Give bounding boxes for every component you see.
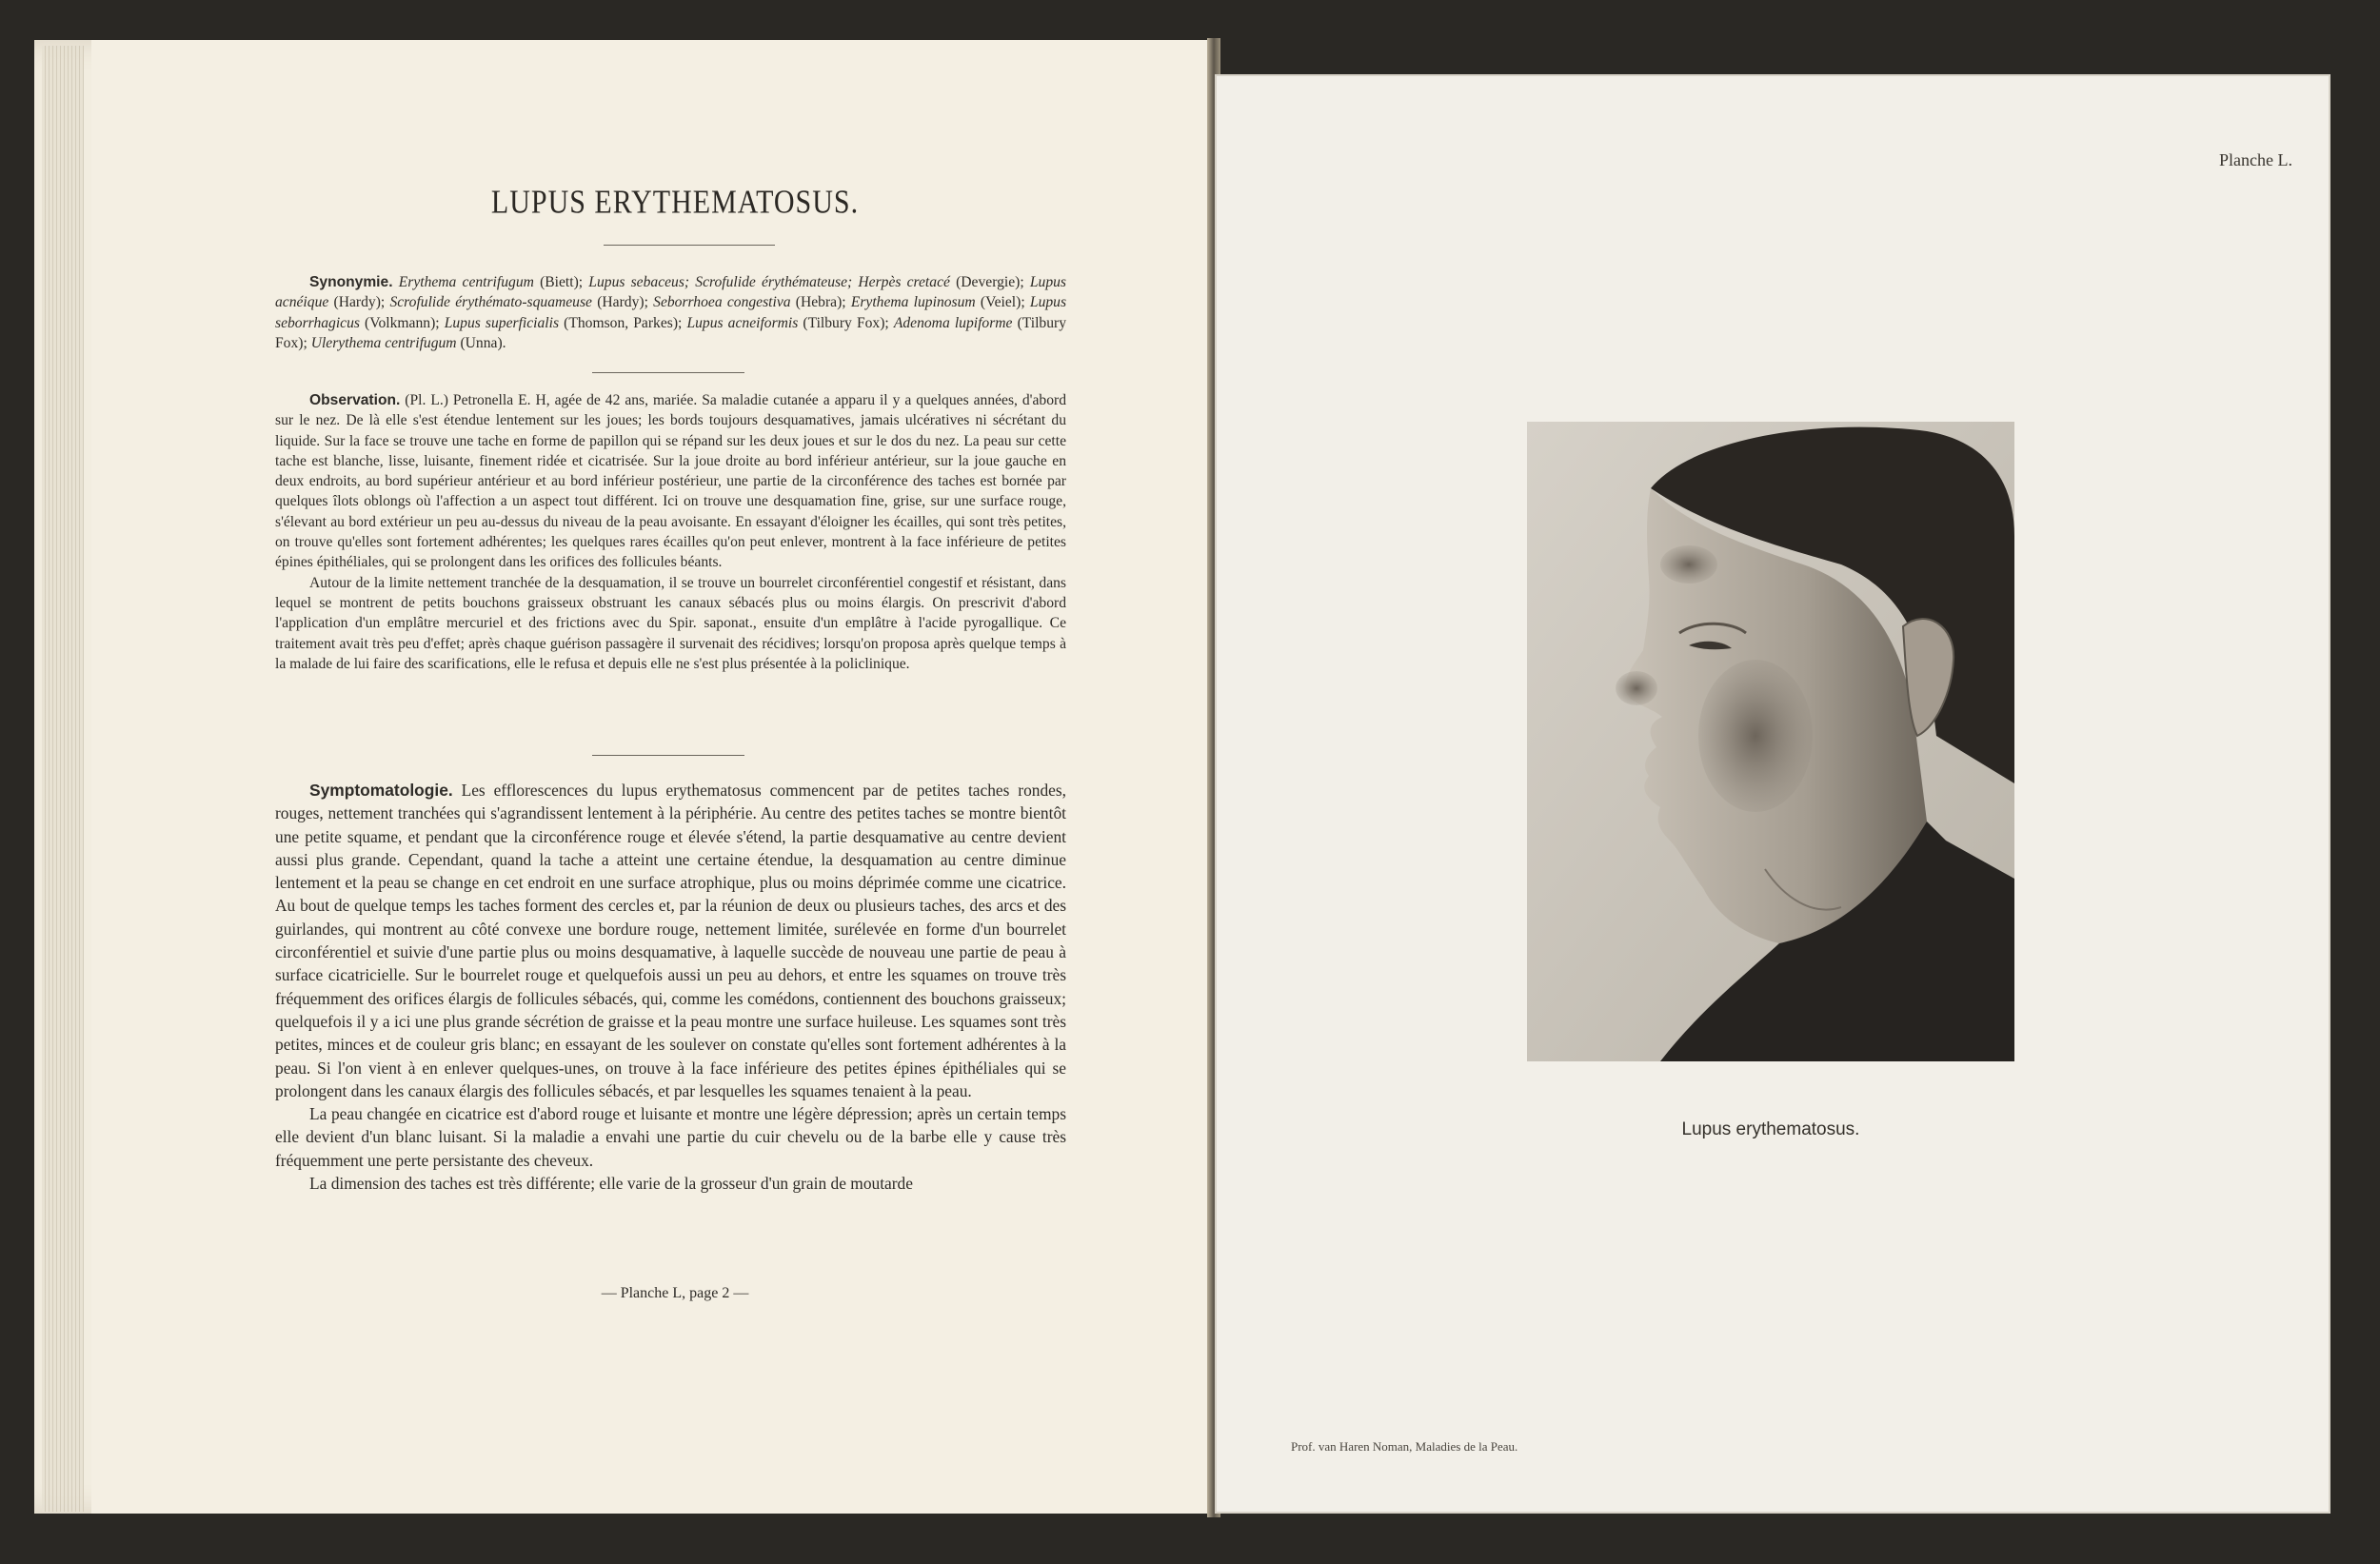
observation-text-1: (Pl. L.) Petronella E. H, agée de 42 ans, mariée. Sa maladie cutanée a apparu il y a quelques années, d'abord sur le nez. De là elle s'est étendue lentement sur les joues; les bords toujours desquamatives, jamais ulcératives ni sécrétant du liquide. Sur la face se trouve une tache en forme de papillon qui se répand sur les deux joues et sur le dos du nez. La peau sur cette tache est blanche, lisse, luisante, finement ridée et cicatrisée. Sur la joue droite au bord inférieur antérieur, sur la joue gauche en deux endroits, au bord supérieur antérieur et au bord inférieur postérieur, une partie de la circonférence des taches est bornée par quelques îlots oblongs où l'affection a un aspect tout différent. Ici on trouve une desquamation fine, grise, sur une surface rouge, s'élevant au bord extérieur un peu au-dessus du niveau de la peau avoisante. En essayant d'éloigner les écailles, qui sont très petites, on trouve qu'elles sont fortement adhérentes; les quelques rares écailles qu'on peut enlever, montrent à la face inférieure de petites épines épithéliales, qui se prolongent dans les orifices des follicules béants.: [275, 392, 1066, 571]
synonymie-paragraph: [275, 272, 1066, 353]
synonymie-segment: (Tilbury Fox);: [275, 314, 1067, 351]
observation-heading: Observation.: [309, 392, 401, 408]
observation-section: [275, 390, 1066, 674]
patient-photograph: [1527, 422, 2014, 1061]
synonymie-segment: (Biett);: [533, 274, 589, 290]
synonymie-section: [275, 272, 1066, 353]
synonymie-segment: Lupus superficialis: [444, 314, 560, 331]
symptomatologie-heading: Symptomatologie.: [309, 781, 453, 800]
synonymie-segment: Ulerythema centrifugum: [310, 334, 457, 351]
page-edges: [42, 46, 84, 1512]
plate-label: Planche L.: [2219, 150, 2292, 169]
observation-paragraph-1: [275, 390, 1066, 573]
synonymie-segment: Lupus acnéique: [275, 274, 1066, 311]
synonymie-segment: (Hardy);: [591, 294, 654, 311]
synonymie-segment: Adenoma lupiforme: [893, 314, 1013, 331]
synonymie-segment: (Unna).: [456, 334, 506, 351]
synonymie-segment: Seborrhoea congestiva: [653, 294, 791, 311]
synonymie-segment: (Veiel);: [975, 294, 1030, 311]
symptomatologie-paragraph-1: [275, 779, 1066, 1102]
synonymie-segment: (Tilbury Fox);: [798, 314, 894, 331]
synonymie-segment: (Devergie);: [949, 274, 1030, 290]
synonymie-body: [275, 274, 1066, 351]
symptomatologie-section: [275, 779, 1066, 1195]
portrait-image: [1527, 422, 2014, 1061]
plate-caption: Lupus erythematosus.: [1681, 1119, 1860, 1139]
synonymie-segment: (Hebra);: [790, 294, 851, 311]
page-footer: — Planche L, page 2 —: [601, 1285, 749, 1301]
observation-paragraph-2: Autour de la limite nettement tranchée de la desquamation, il se trouve un bourrelet circonférentiel congestif et résistant, dans lequel se montrent de petits bouchons graisseux obstruant les canaux sébacés plus ou moins élargis. On prescrivit d'abord l'application d'un emplâtre mercuriel et des frictions avec du Spir. saponat., ensuite d'un emplâtre à l'acide pyrogallique. Ce traitement avait très peu d'effet; après chaque guérison passagère il survenait des récidives; lorsqu'on proposa après quelque temps à la malade de lui faire des scarifications, elle le refusa et depuis elle ne s'est plus présentée à la policlinique.: [275, 574, 1066, 672]
plate-credit: Prof. van Haren Noman, Maladies de la Peau.: [1291, 1439, 1518, 1454]
title-rule: [604, 245, 775, 246]
symptomatologie-text-1: Les efflorescences du lupus erythematosus commencent par de petites taches rondes, rouges, nettement tranchées qui s'agrandissent lentement à la périphérie. Au centre des petites taches se montre bientôt une petite squame, et pendant que la circonférence rouge et élevée s'étend, la partie desquamative au centre devient aussi plus grande. Cependant, quand la tache a atteint une certaine étendue, la desquamation au centre diminue lentement et la peau se change en cet endroit en une surface atrophique, plus ou moins déprimée comme une cicatrice. Au bout de quelque temps les taches forment des cercles et, par la réunion de deux ou plusieurs taches, des arcs et des guirlandes, qui montrent au côté convexe une bordure rouge, nettement limitée, surélevée en forme d'un bourrelet circonférentiel et suivie d'une partie plus ou moins desquamative, à laquelle succède de nouveau une partie de peau à surface cicatricielle. Sur le bourrelet rouge et quelquefois aussi un peu au dehors, et entre les squames on trouve très fréquemment des orifices élargis de follicules sébacés, qui, comme les comédons, contiennent des bouchons graisseux; quelquefois il y a ici une plus grande sécrétion de graisse et la peau montre une surface huileuse. Les squames sont très petites, minces et de couleur gris blanc; en essayant de les soulever on constate qu'elles sont fortement adhérentes à la peau. Si l'on vient à en enlever quelques-unes, on trouve à la face inférieure des petites épines épithéliales qui se prolongent dans les canaux élargis des follicules sébacés, et par lesquelles les squames tenaient à la peau.: [275, 781, 1066, 1100]
synonymie-segment: (Thomson, Parkes);: [559, 314, 687, 331]
symptomatologie-paragraph-3: La dimension des taches est très différente; elle varie de la grosseur d'un grain de moutarde: [309, 1174, 913, 1194]
synonymie-segment: (Volkmann);: [359, 314, 445, 331]
symptomatologie-paragraph-2: La peau changée en cicatrice est d'abord rouge et luisante et montre une légère dépression; après un certain temps elle devient d'un blanc luisant. Si la maladie a envahi une partie du cuir chevelu ou de la barbe elle y cause très fréquemment une perte persistante des cheveux.: [275, 1104, 1066, 1170]
synonymie-segment: (Hardy);: [328, 294, 390, 311]
synonymie-segment: Lupus acneiformis: [686, 314, 799, 331]
synonymie-segment: Scrofulide érythémato-squameuse: [389, 294, 592, 311]
synonymie-segment: Lupus seborrhagicus: [275, 294, 1067, 331]
synonymie-heading: Synonymie.: [309, 274, 393, 290]
section-rule-2: [592, 755, 744, 756]
synonymie-segment: Erythema centrifugum: [398, 274, 534, 290]
page-title: LUPUS ERYTHEMATOSUS.: [490, 184, 860, 221]
synonymie-segment: Erythema lupinosum: [850, 294, 976, 311]
section-rule-1: [592, 372, 744, 373]
synonymie-segment: Lupus sebaceus; Scrofulide érythémateuse; Herpès cretacé: [588, 274, 950, 290]
